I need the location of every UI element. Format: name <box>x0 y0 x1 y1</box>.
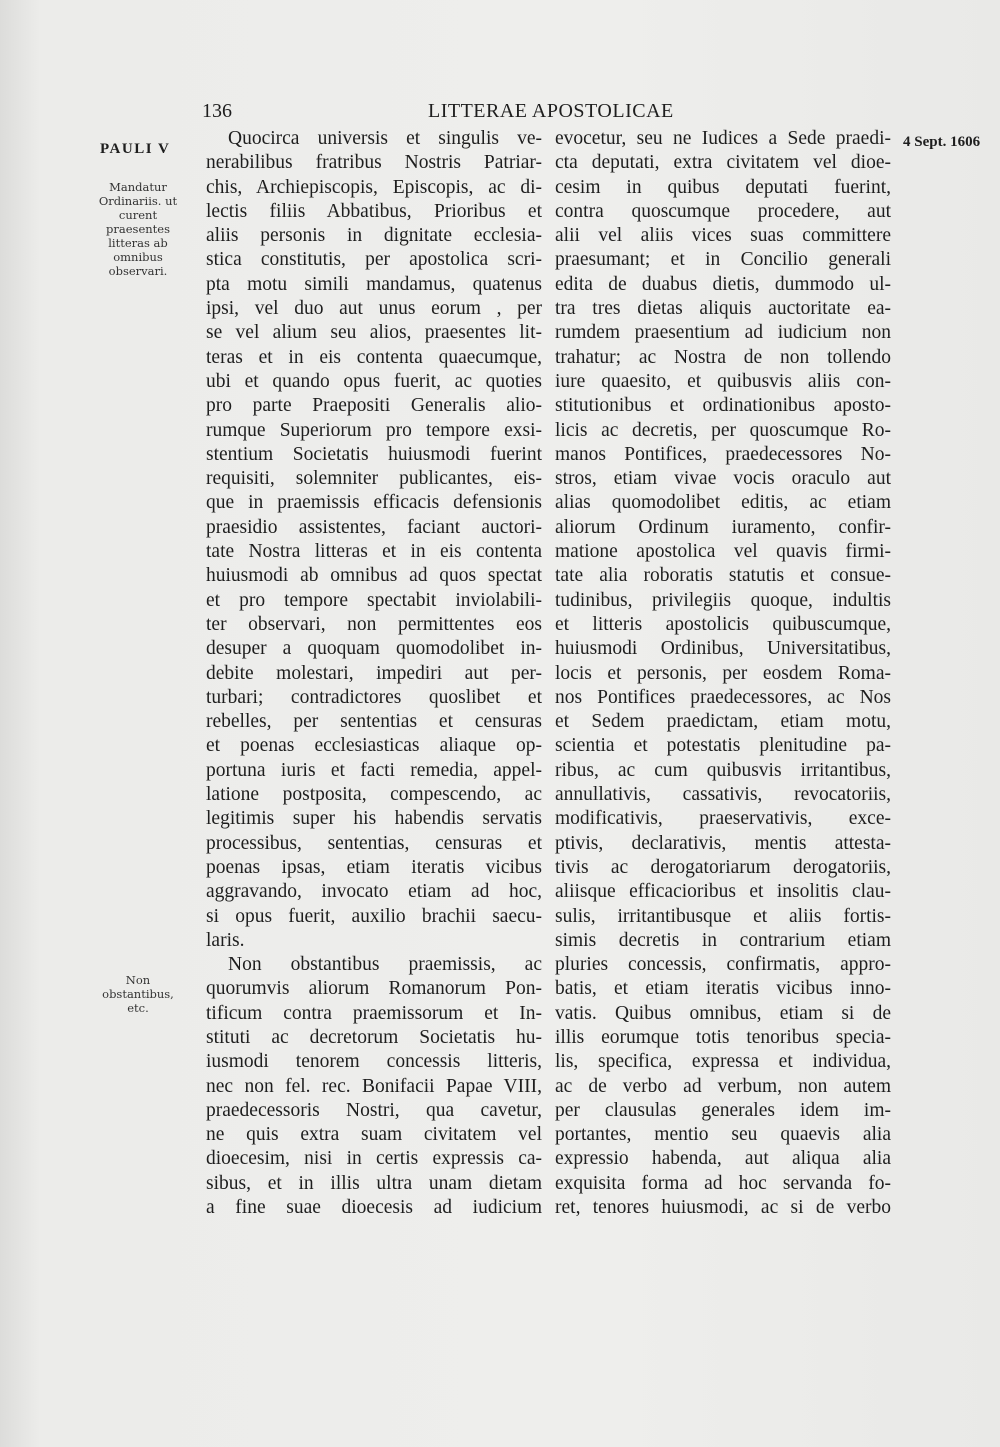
text-line: manos Pontifices, praedecessores No- <box>555 443 891 465</box>
text-line: dioecesim, nisi in certis expressis ca- <box>206 1148 542 1170</box>
text-line: sibus, et in illis ultra unam dietam <box>206 1172 542 1194</box>
text-line: et litteris apostolicis quibuscumque, <box>555 613 891 635</box>
text-line: chis, Archiepiscopis, Episcopis, ac di- <box>206 176 542 198</box>
text-line: si opus fuerit, auxilio brachii saecu- <box>206 905 542 927</box>
text-line: pluries concessis, confirmatis, appro- <box>555 954 891 976</box>
text-line: edita de duabus dietis, dummodo ul- <box>555 273 891 295</box>
text-line: aliis personis in dignitate ecclesia- <box>206 225 542 247</box>
text-line: modificativis, praeservativis, exce- <box>555 808 891 830</box>
margin-note-mandate: Mandatur Ordinariis. ut curent praesentes litteras ab omnibus observari. <box>98 180 178 278</box>
text-line: contra quoscumque procedere, aut <box>555 200 891 222</box>
text-line: vatis. Quibus omnibus, etiam si de <box>555 1002 891 1024</box>
running-title: LITTERAE APOSTOLICAE <box>428 100 674 122</box>
document-date: 4 Sept. 1606 <box>903 134 981 150</box>
text-line: praesumant; et in Concilio generali <box>555 249 891 271</box>
text-line: requisiti, solemniter publicantes, eis- <box>206 468 542 490</box>
text-line: tudinibus, privilegiis quoque, indultis <box>555 589 891 611</box>
text-line: evocetur, seu ne Iudices a Sede praedi- <box>555 128 891 149</box>
text-line: ribus, ac cum quibusvis irritantibus, <box>555 759 891 781</box>
text-line: batis, et etiam iteratis vicibus inno- <box>555 978 891 1000</box>
text-line: ptivis, declarativis, mentis attesta- <box>555 832 891 854</box>
text-line: aliisque efficacioribus et insolitis clau- <box>555 881 891 903</box>
text-line: pta motu simili mandamus, quatenus <box>206 273 542 295</box>
text-line: Non obstantibus praemissis, ac <box>228 954 542 976</box>
text-line: illis eorumque totis tenoribus specia- <box>555 1026 891 1048</box>
text-line: rumque Superiorum pro tempore exsi- <box>206 419 542 441</box>
text-line: laris. <box>206 929 245 951</box>
text-line: exquisita forma ad hoc servanda fo- <box>555 1172 891 1194</box>
text-line: latione postposita, compescendo, ac <box>206 784 542 806</box>
text-line: legitimis super his habendis servatis <box>206 808 542 830</box>
text-line: huiusmodi ab omnibus ad quos spectat <box>206 565 542 587</box>
text-line: desuper a quoquam quomodolibet in- <box>206 638 542 660</box>
text-line: stros, etiam vivae vocis oraculo aut <box>555 468 891 490</box>
text-line: alii vel aliis vices suas committere <box>555 225 891 247</box>
text-line: tificum contra praemissorum et In- <box>206 1002 542 1024</box>
text-line: annullativis, cassativis, revocatoriis, <box>555 784 891 806</box>
text-line: et poenas ecclesiasticas aliaque op- <box>206 735 542 757</box>
text-line: debite molestari, impediri aut per- <box>206 662 542 684</box>
text-line: scientia et potestatis plenitudine pa- <box>555 735 891 757</box>
text-line: expressio habenda, aut aliqua alia <box>555 1148 891 1170</box>
text-line: turbari; contradictores quoslibet et <box>206 686 542 708</box>
text-line: aggravando, invocato etiam ad hoc, <box>206 881 542 903</box>
text-line: tra tres dietas aliquis auctoritate ea- <box>555 298 891 320</box>
text-line: ne quis extra suam civitatem vel <box>206 1124 542 1146</box>
text-line: tate Nostra litteras et in eis contenta <box>206 541 542 563</box>
text-line: pro parte Praepositi Generalis alio- <box>206 395 542 417</box>
text-line: alias quomodolibet editis, ac etiam <box>555 492 891 514</box>
text-line: se vel alium seu alios, praesentes lit- <box>206 322 542 344</box>
text-line: nos Pontifices praedecessores, ac Nos <box>555 686 891 708</box>
text-line: ipsi, vel duo aut unus eorum , per <box>206 298 542 320</box>
text-line: lis, specifica, expressa et individua, <box>555 1051 891 1073</box>
text-line: praesidio assistentes, faciant auctori- <box>206 516 542 538</box>
text-line: ter observari, non permittentes eos <box>206 613 542 635</box>
text-line: cta deputati, extra civitatem vel dioe- <box>555 152 891 174</box>
text-line: a fine suae dioecesis ad iudicium <box>206 1197 542 1219</box>
text-line: et pro tempore spectabit inviolabili- <box>206 589 542 611</box>
text-line: stituti ac decretorum Societatis hu- <box>206 1026 542 1048</box>
text-line: tate alia roboratis statutis et consue- <box>555 565 891 587</box>
text-line: simis decretis in contrarium etiam <box>555 929 891 951</box>
text-line: trahatur; ac Nostra de non tollendo <box>555 346 891 368</box>
text-line: et Sedem praedictam, etiam motu, <box>555 711 891 733</box>
text-line: que in praemissis efficacis defensionis <box>206 492 542 514</box>
text-line: portantes, mentio seu quaevis alia <box>555 1124 891 1146</box>
text-line: lectis filiis Abbatibus, Prioribus et <box>206 200 542 222</box>
text-line: portuna iuris et facti remedia, appel- <box>206 759 542 781</box>
text-line: iusmodi tenorem concessis litteris, <box>206 1051 542 1073</box>
text-line: licis ac decretis, per quoscumque Ro- <box>555 419 891 441</box>
text-column-left <box>206 127 542 1220</box>
text-line: ac de verbo ad verbum, non autem <box>555 1075 891 1097</box>
text-line: locis et personis, per eosdem Roma- <box>555 662 891 684</box>
text-line: rumdem praesentium ad iudicium non <box>555 322 891 344</box>
text-line: teras et in eis contenta quaecumque, <box>206 346 542 368</box>
text-line: nerabilibus fratribus Nostris Patriar- <box>206 152 542 174</box>
text-line: stica constitutis, per apostolica scri- <box>206 249 542 271</box>
text-column-right <box>555 127 891 1220</box>
pope-name: PAULI V <box>100 141 171 157</box>
text-line: stitutionibus et ordinationibus aposto- <box>555 395 891 417</box>
text-line: nec non fel. rec. Bonifacii Papae VIII, <box>206 1075 542 1097</box>
text-line: stentium Societatis huiusmodi fuerint <box>206 443 542 465</box>
text-line: huiusmodi Ordinibus, Universitatibus, <box>555 638 891 660</box>
text-line: poenas ipsas, etiam iteratis vicibus <box>206 856 542 878</box>
text-line: sulis, irritantibusque et aliis fortis- <box>555 905 891 927</box>
text-line: per clausulas generales idem im- <box>555 1099 891 1121</box>
text-line: ubi et quando opus fuerit, ac quoties <box>206 370 542 392</box>
text-line: tivis ac derogatoriarum derogatoriis, <box>555 856 891 878</box>
text-line: aliorum Ordinum iuramento, confir- <box>555 516 891 538</box>
text-line: matione apostolica vel quavis firmi- <box>555 541 891 563</box>
text-line: processibus, sententias, censuras et <box>206 832 542 854</box>
page-number: 136 <box>202 100 232 122</box>
text-line: ret, tenores huiusmodi, ac si de verbo <box>555 1197 891 1219</box>
margin-note-non-obstantibus: Non obstantibus, etc. <box>102 973 174 1015</box>
text-line: quorumvis aliorum Romanorum Pon- <box>206 978 542 1000</box>
page-header <box>0 100 1000 130</box>
text-line: rebelles, per sententias et censuras <box>206 711 542 733</box>
text-line: iure quaesito, et quibusvis aliis con- <box>555 370 891 392</box>
text-line: cesim in quibus deputati fuerint, <box>555 176 891 198</box>
text-line: Quocirca universis et singulis ve- <box>228 128 542 149</box>
text-line: praedecessoris Nostri, qua cavetur, <box>206 1099 542 1121</box>
